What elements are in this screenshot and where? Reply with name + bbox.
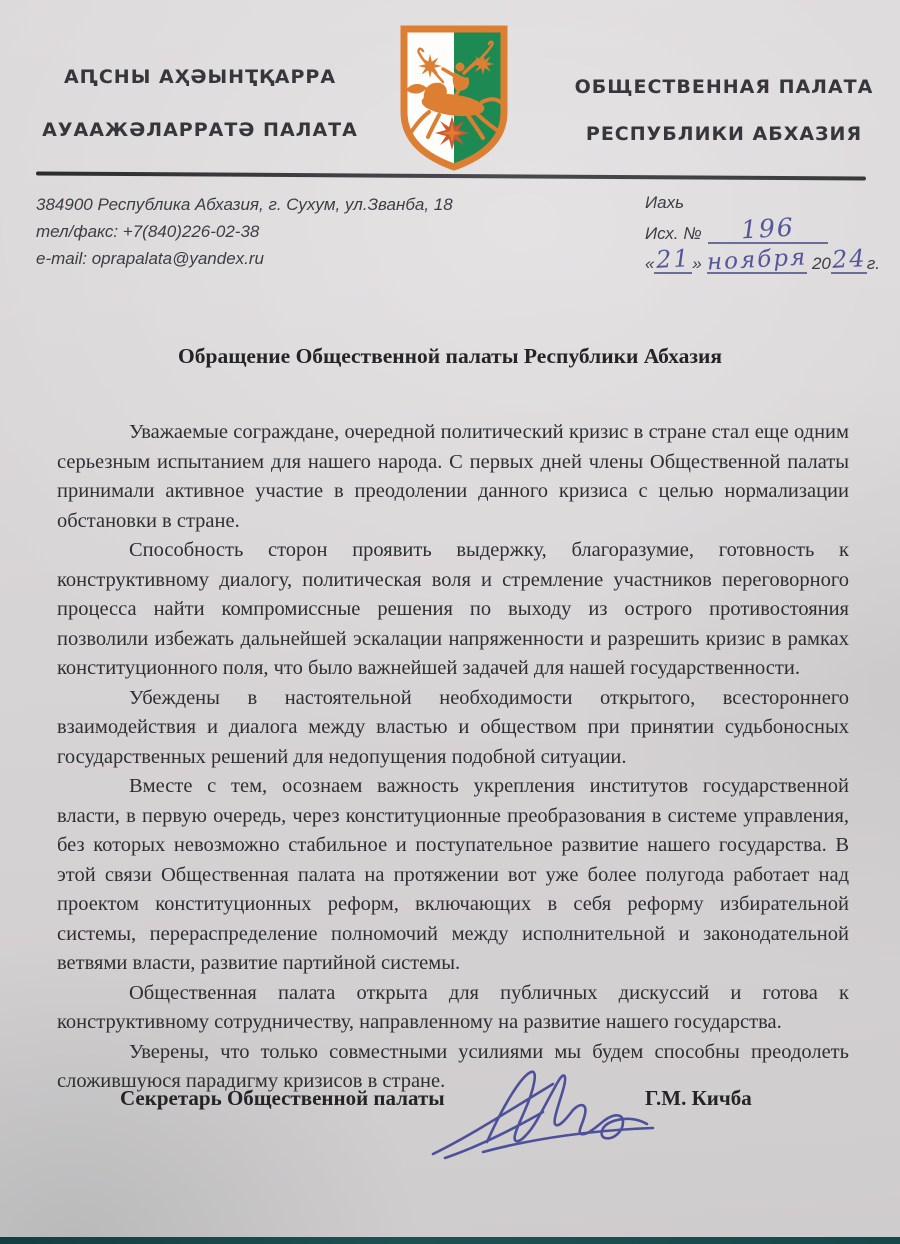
signer-name: Г.М. Кичба: [645, 1086, 752, 1110]
date-month-handwritten: ноября: [706, 244, 808, 276]
letterhead-russian-line1: ОБЩЕСТВЕННАЯ ПАЛАТА: [574, 76, 874, 98]
contact-address: 384900 Республика Абхазия, г. Сухум, ул.Званба, 18: [36, 195, 453, 214]
signature-row: [0, 1072, 900, 1182]
outgoing-number-label: Исх. №: [645, 224, 702, 243]
paragraph: Способность сторон проявить выдержку, благоразумие, готовность к конструктивному диалогу, политическая воля и стремление участников переговорного процесса найти компромиссные решения по выходу из острого противостояния позволили избежать дальнейшей эскалации напряженности и разрешить кризис в рамках конституционного поля, что было важнейшей задачей для нашей государственности.: [57, 539, 849, 679]
contact-email: e-mail: oprapalata@yandex.ru: [36, 249, 264, 268]
contact-phone: тел/факс: +7(840)226-02-38: [36, 222, 260, 241]
letterhead-abkhaz-line1: АԤСНЫ АҲӘЫНҬҚАРРА: [63, 66, 337, 88]
signature-autograph-icon: [425, 1058, 665, 1178]
date-year-prefix: 20: [811, 254, 831, 273]
reference-block: [645, 193, 880, 278]
signer-position-label: Секретарь Общественной палаты: [120, 1086, 445, 1110]
date-day-handwritten: 21: [655, 244, 692, 274]
letterhead-russian: [556, 76, 892, 145]
date-close-quote: »: [692, 254, 702, 273]
paragraph: Убеждены в настоятельной необходимости открытого, всестороннего взаимодействия и диалога между властью и обществом при принятии судьбоносных государственных решений для недопущения подобной ситуации.: [57, 686, 849, 768]
date-year-suffix: г.: [866, 254, 880, 273]
date-open-quote: «: [645, 254, 655, 273]
letterhead-abkhaz: [30, 66, 370, 141]
letterhead-abkhaz-line2: АУААЖӘЛАРРАТӘ ПАЛАТА: [42, 119, 358, 141]
reference-to-label: Иахь: [645, 193, 685, 212]
abkhazia-coat-of-arms-icon: [393, 20, 515, 172]
paragraph: Уважаемые сограждане, очередной политический кризис в стране стал еще одним серьезным испытанием для нашего народа. С первых дней члены Общественной палаты принимали активное участие в преодолении данного кризиса с целью нормализации обстановки в стране.: [57, 421, 849, 532]
letter-body: [57, 418, 849, 1097]
document-title: Обращение Общественной палаты Республики Абхазия: [178, 344, 722, 368]
header-divider-rule: [36, 171, 866, 180]
paragraph: Вместе с тем, осознаем важность укрепления институтов государственной власти, в первую очередь, через конституционные преобразования в системе управления, без которых невозможно стабильное и поступательное развитие нашего государства. В этой связи Общественная палата на протяжении вот уже более полугода работает над проектом конституционных реформ, включающих в себя реформу избирательной системы, перераспределение полномочий между исполнительной и законодательной ветвями власти, развитие партийной системы.: [57, 775, 849, 974]
paragraph: Общественная палата открыта для публичных дискуссий и готова к конструктивному сотрудничеству, направленному на развитие нашего государства.: [57, 981, 849, 1033]
date-year-handwritten: 24: [830, 244, 867, 274]
outgoing-number-handwritten: 196: [740, 212, 796, 245]
photo-bottom-edge: [0, 1237, 900, 1244]
letterhead-russian-line2: РЕСПУБЛИКИ АБХАЗИЯ: [585, 123, 863, 145]
contact-block: [36, 191, 453, 272]
paragraph: Уверены, что только совместными усилиями мы будем способны преодолеть сложившуюся парадигму кризисов в стране.: [57, 1040, 849, 1092]
